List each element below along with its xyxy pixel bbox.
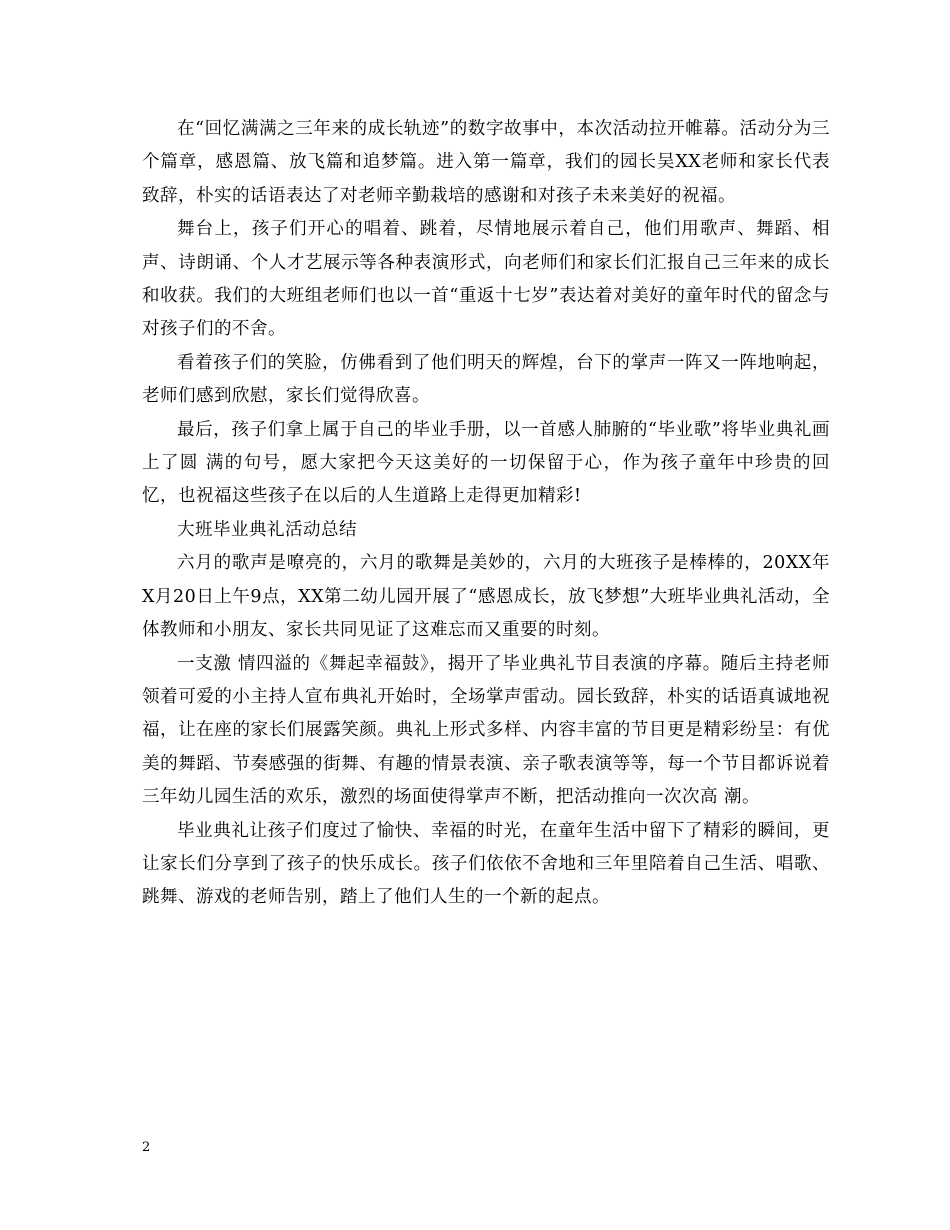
paragraph: 一支激 情四溢的《舞起幸福鼓》，揭开了毕业典礼节目表演的序幕。随后主持老师领着可爱的小主持人宣布典礼开始时，全场掌声雷动。园长致辞，朴实的话语真诚地祝福，让在座的家长们展露笑颜。典礼上形式多样、内容丰富的节目更是精彩纷呈：有优美的舞蹈、节奏感强的街舞、有趣的情景表演、亲子歌表演等等，每一个节目都诉说着三年幼儿园生活的欢乐，激烈的场面使得掌声不断，把活动推向一次次高 潮。 xyxy=(142,653,830,808)
paragraph: 六月的歌声是嘹亮的，六月的歌舞是美妙的，六月的大班孩子是棒棒的，20XX年X月20日上午9点，XX第二幼儿园开展了“感恩成长，放飞梦想”大班毕业典礼活动，全体教师和小朋友、家长共同见证了这难忘而又重要的时刻。 xyxy=(142,553,830,641)
paragraph: 最后，孩子们拿上属于自己的毕业手册，以一首感人肺腑的“毕业歌”将毕业典礼画上了圆 满的句号，愿大家把今天这美好的一切保留于心，作为孩子童年中珍贵的回忆，也祝福这些孩子在以后的人生道路上走得更加精彩! xyxy=(142,419,830,507)
paragraph: 看着孩子们的笑脸，仿佛看到了他们明天的辉煌，台下的掌声一阵又一阵地响起，老师们感到欣慰，家长们觉得欣喜。 xyxy=(142,352,830,407)
paragraph: 毕业典礼让孩子们度过了愉快、幸福的时光，在童年生活中留下了精彩的瞬间，更让家长们分享到了孩子的快乐成长。孩子们依依不舍地和三年里陪着自己生活、唱歌、跳舞、游戏的老师告别，踏上了他们人生的一个新的起点。 xyxy=(142,820,830,908)
document-body xyxy=(142,113,830,915)
paragraph: 舞台上，孩子们开心的唱着、跳着，尽情地展示着自己，他们用歌声、舞蹈、相声、诗朗诵、个人才艺展示等各种表演形式，向老师们和家长们汇报自己三年来的成长和收获。我们的大班组老师们也以一首“重返十七岁”表达着对美好的童年时代的留念与对孩子们的不舍。 xyxy=(142,219,830,340)
section-heading: 大班毕业典礼活动总结 xyxy=(177,519,357,540)
paragraph: 在“回忆满满之三年来的成长轨迹”的数字故事中，本次活动拉开帷幕。活动分为三个篇章，感恩篇、放飞篇和追梦篇。进入第一篇章，我们的园长吴XX老师和家长代表致辞，朴实的话语表达了对老师辛勤栽培的感谢和对孩子未来美好的祝福。 xyxy=(142,119,830,206)
page-number: 2 xyxy=(142,1140,151,1155)
